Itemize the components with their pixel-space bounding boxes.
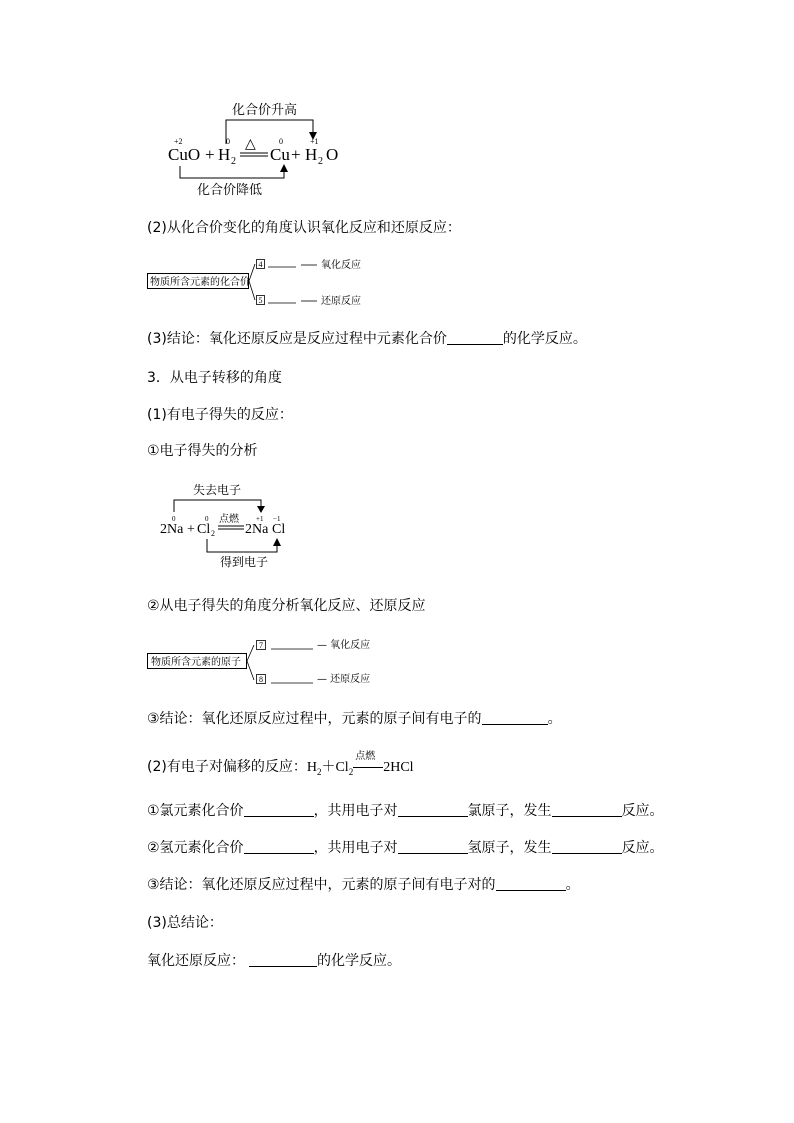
item-3-conclusion-pair xyxy=(147,876,580,894)
reaction-arrow xyxy=(353,751,383,776)
valence-cu: 0 xyxy=(279,137,283,146)
section-3-heading: 3．从电子转移的角度 xyxy=(147,370,282,386)
result-reduction: — 还原反应 xyxy=(317,674,371,685)
fill-blank[interactable] xyxy=(398,802,468,817)
cl-text-c: 氯原子，发生 xyxy=(467,803,552,819)
plus-sign: + xyxy=(187,522,195,537)
formula-cl: Cl xyxy=(197,522,211,537)
final-conclusion xyxy=(147,952,401,970)
cl-text-b: ，共用电子对 xyxy=(313,803,398,819)
conclusion-end: 的化学反应。 xyxy=(502,331,587,347)
equation-cuo-h2 xyxy=(160,96,360,201)
result-oxidation: — 氧化反应 xyxy=(317,640,371,651)
label-valence-up: 化合价升高 xyxy=(232,103,298,118)
conclusion-end: 。 xyxy=(565,877,580,893)
conclusion-text: ③结论：氧化还原反应过程中，元素的原子间有电子的 xyxy=(147,711,482,727)
fill-blank[interactable] xyxy=(398,839,468,854)
num-top: 4 xyxy=(258,260,263,269)
label-valence-down: 化合价降低 xyxy=(197,183,263,198)
condition-heat: △ xyxy=(245,137,256,152)
h-text-a: ②氢元素化合价 xyxy=(147,840,244,856)
item-3-conclusion xyxy=(147,710,562,728)
fill-blank[interactable] xyxy=(244,839,314,854)
final-text: 氧化还原反应： xyxy=(147,953,245,969)
fill-blank[interactable] xyxy=(244,802,314,817)
subsection-2: (2)从化合价变化的角度认识氧化反应和还原反应： xyxy=(147,220,461,236)
branch-lines xyxy=(247,645,254,680)
arrow-down-icon xyxy=(257,506,265,513)
h-text-b: ，共用电子对 xyxy=(313,840,398,856)
plus-sign: + xyxy=(205,145,215,164)
cl-text-d: 反应。 xyxy=(621,803,664,819)
formula-h2: $H_2+Cl_2$ xyxy=(306,760,354,777)
subscript-2b: 2 xyxy=(318,156,323,167)
formula-h-2: H xyxy=(305,145,318,164)
atom-diagram xyxy=(147,636,387,690)
equation-na-cl2 xyxy=(155,480,305,572)
num-bottom: 5 xyxy=(258,296,263,305)
valence-cl2: 0 xyxy=(205,515,209,523)
subsection-2-shared xyxy=(147,751,414,781)
diagram-box-label: 物质所含元素的化合价 xyxy=(150,277,250,288)
bracket-up xyxy=(226,120,313,144)
formula-cu: Cu xyxy=(270,145,290,164)
final-end: 的化学反应。 xyxy=(317,953,401,969)
item-2: ②从电子得失的角度分析氧化反应、还原反应 xyxy=(147,598,426,614)
valence-cl: −1 xyxy=(273,515,281,523)
formula-2nacl: 2Na xyxy=(245,522,269,537)
item-h-valence xyxy=(147,839,664,857)
conclusion-text: (3)结论：氧化还原反应是反应过程中元素化合价 xyxy=(147,331,447,347)
arrow-up-icon xyxy=(280,164,288,172)
formula-2na: 2Na xyxy=(160,522,184,537)
fill-blank[interactable] xyxy=(447,330,503,345)
cl-text-a: ①氯元素化合价 xyxy=(147,803,244,819)
bracket-down xyxy=(207,539,277,552)
fill-blank[interactable] xyxy=(552,839,622,854)
fill-blank[interactable] xyxy=(496,876,566,891)
bracket-up xyxy=(174,500,261,512)
item-cl-valence xyxy=(147,802,664,820)
formula-hcl: 2HCl xyxy=(383,760,414,775)
label-lose-electrons: 失去电子 xyxy=(193,483,242,497)
formula-o: O xyxy=(326,145,339,164)
conclusion-end: 。 xyxy=(547,711,562,727)
valence-na: 0 xyxy=(172,515,176,523)
valence-h2: 0 xyxy=(226,137,230,146)
num-bottom: 8 xyxy=(259,675,263,684)
h-text-d: 反应。 xyxy=(621,840,664,856)
h-text-c: 氢原子，发生 xyxy=(467,840,552,856)
arrow-up-icon xyxy=(273,538,281,546)
diagram-box-label: 物质所含元素的原子 xyxy=(151,657,241,668)
condition-ignite: 点燃 xyxy=(355,751,376,762)
condition-ignite: 点燃 xyxy=(219,514,239,525)
result-oxidation: 氧化反应 xyxy=(321,260,361,271)
subscript-2: 2 xyxy=(211,529,215,538)
subscript-2: 2 xyxy=(231,156,236,167)
result-reduction: 还原反应 xyxy=(321,296,361,307)
num-top: 7 xyxy=(259,641,263,650)
fill-blank[interactable] xyxy=(482,710,548,725)
valence-diagram xyxy=(147,254,377,310)
valence-h: +1 xyxy=(310,137,319,146)
conclusion-valence xyxy=(147,330,587,348)
subsection-1: (1)有电子得失的反应： xyxy=(147,407,293,423)
valence-na2: +1 xyxy=(256,515,264,523)
label-gain-electrons: 得到电子 xyxy=(220,555,269,569)
formula-cl-end: Cl xyxy=(272,522,286,537)
subsection-text: (2)有电子对偏移的反应： xyxy=(147,759,307,775)
formula-cuo: CuO xyxy=(168,145,201,164)
fill-blank[interactable] xyxy=(249,952,317,967)
formula-h: H xyxy=(218,145,231,164)
subsection-3: (3)总结论： xyxy=(147,915,223,931)
conclusion-text: ③结论：氧化还原反应过程中，元素的原子间有电子对的 xyxy=(147,877,496,893)
item-1: ①电子得失的分析 xyxy=(147,443,258,459)
bracket-down xyxy=(180,166,284,178)
fill-blank[interactable] xyxy=(552,802,622,817)
plus-sign-2: + xyxy=(291,145,301,164)
valence-cuo: +2 xyxy=(174,137,183,146)
